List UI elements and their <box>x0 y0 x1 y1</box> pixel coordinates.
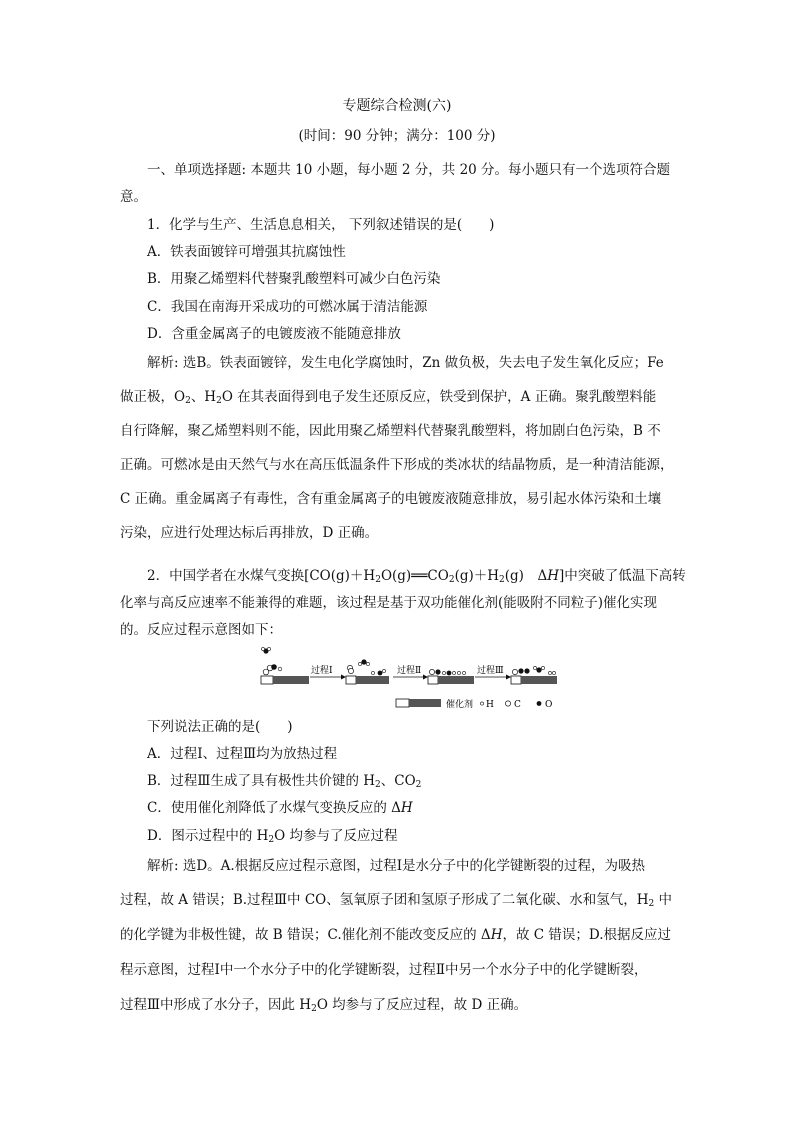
q2-stem-line3: 的。反应过程示意图如下： <box>120 622 282 638</box>
legend-catalyst: 催化剂 <box>446 700 474 710</box>
q2-stem-line1: 2．中国学者在水煤气变换[$CO(g)+H_2O(g)══CO_2(g)+H_2(g)$ ΔH]中突破了低温下高转 <box>147 568 686 585</box>
step3-label: 过程Ⅲ <box>477 666 504 676</box>
q2-analysis-line3: 的化学键为非极性键，故 B 错误；C.催化剂不能改变反应的 ΔH，故 C 错误；D.根据反应过 <box>120 927 672 943</box>
q1-option-a: A．铁表面镀锌可增强其抗腐蚀性 <box>147 244 346 260</box>
stage-1 <box>346 659 389 684</box>
q2-analysis: 解析: 选D。A.根据反应过程示意图，过程Ⅰ是水分子中的化学键断裂的过程，为吸热 <box>147 858 646 874</box>
q2-option-a: A．过程Ⅰ、过程Ⅲ均为放热过程 <box>147 746 338 762</box>
q1-stem: 1．化学与生产、生活息息相关， 下列叙述错误的是( ) <box>147 217 495 233</box>
section-heading-cont: 意。 <box>120 189 147 205</box>
q2-analysis-line2: 过程，故 A 错误；B.过程Ⅲ中 CO、氢氧原子团和氢原子形成了二氧化碳、水和氢气，$H_2$ 中 <box>120 892 673 909</box>
stage-initial <box>261 647 309 684</box>
q2-analysis-line4: 程示意图，过程Ⅰ中一个水分子中的化学键断裂，过程Ⅱ中另一个水分子中的化学键断裂， <box>120 962 648 978</box>
q1-analysis: 解析: 选B。铁表面镀锌，发生电化学腐蚀时，Zn 做负极，失去电子发生氧化反应；Fe <box>147 355 664 371</box>
q1-analysis-line4: 正确。可燃冰是由天然气与水在高压低温条件下形成的类冰状的结晶物质，是一种清洁能源， <box>120 457 674 473</box>
page-title: 专题综合检测(六) <box>342 98 452 114</box>
section-heading: 一、单项选择题: 本题共 10 小题，每小题 2 分，共 20 分。每小题只有一个选项符合题 <box>147 162 671 178</box>
q2-option-b: B．过程Ⅲ生成了具有极性共价键的 $H_2$、$CO_2$ <box>147 773 422 790</box>
q1-analysis-line3: 自行降解，聚乙烯塑料则不能，因此用聚乙烯塑料代替聚乳酸塑料，将加剧白色污染，B 不 <box>120 423 661 439</box>
legend-o: O <box>545 700 553 710</box>
page-subtitle: (时间：90 分钟；满分：100 分) <box>298 128 496 144</box>
q1-option-b: B．用聚乙烯塑料代替聚乳酸塑料可减少白色污染 <box>147 271 441 287</box>
q1-option-d: D．含重金属离子的电镀废液不能随意排放 <box>147 326 401 342</box>
stage-2 <box>428 669 474 684</box>
stage-3 <box>511 666 557 684</box>
q1-analysis-line5: C 正确。重金属离子有毒性，含有重金属离子的电镀废液随意排放，易引起水体污染和土壤 <box>120 491 662 507</box>
diagram-legend <box>396 698 552 710</box>
q2-option-c: C．使用催化剂降低了水煤气变换反应的 ΔH <box>147 800 413 816</box>
q2-analysis-line5: 过程Ⅲ中形成了水分子，因此 $H_2O$ 均参与了反应过程，故 D 正确。 <box>120 997 528 1014</box>
q2-option-d: D．图示过程中的 $H_2O$ 均参与了反应过程 <box>147 828 398 845</box>
reaction-process-diagram <box>258 645 563 713</box>
q1-analysis-line2: 做正极，$O_2$、$H_2O$ 在其表面得到电子发生还原反应，铁受到保护，A 正确。聚乳酸塑料能 <box>120 389 657 406</box>
legend-c: C <box>514 700 521 710</box>
q1-option-c: C．我国在南海开采成功的可燃冰属于清洁能源 <box>147 299 428 315</box>
legend-h: H <box>486 700 494 710</box>
step1-label: 过程Ⅰ <box>311 666 333 676</box>
q2-question: 下列说法正确的是( ) <box>147 719 293 735</box>
step2-label: 过程Ⅱ <box>397 666 422 676</box>
q2-stem-line2: 化率与高反应速率不能兼得的难题，该过程是基于双功能催化剂(能吸附不同粒子)催化实现 <box>120 595 658 611</box>
q1-analysis-line6: 污染，应进行处理达标后再排放，D 正确。 <box>120 525 379 541</box>
